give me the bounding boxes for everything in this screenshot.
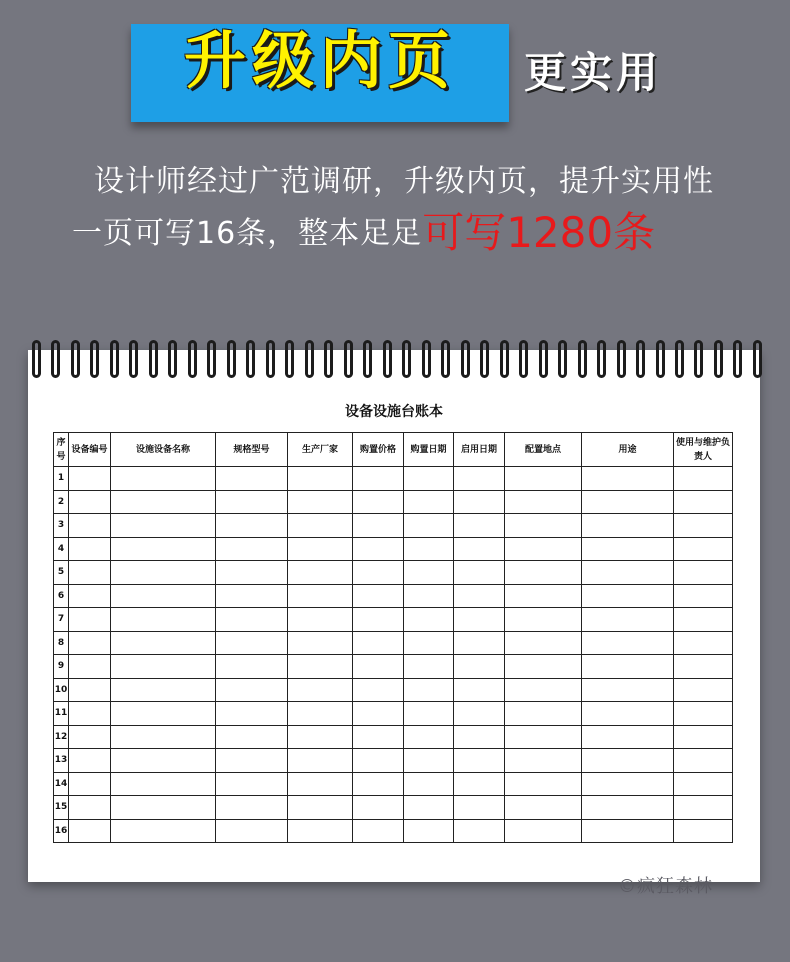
table-cell (582, 796, 674, 820)
table-cell (353, 467, 404, 491)
table-cell (505, 561, 582, 585)
row-number: 5 (54, 561, 69, 585)
table-cell (582, 631, 674, 655)
row-number: 13 (54, 749, 69, 773)
table-cell (69, 819, 111, 843)
table-cell (288, 490, 353, 514)
binding-ring-icon (539, 340, 548, 378)
column-header: 启用日期 (454, 433, 505, 467)
binding-ring-icon (694, 340, 703, 378)
binding-ring-icon (383, 340, 392, 378)
table-cell (111, 467, 216, 491)
table-cell (111, 631, 216, 655)
binding-ring-icon (519, 340, 528, 378)
table-cell (353, 796, 404, 820)
row-number: 15 (54, 796, 69, 820)
table-cell (353, 537, 404, 561)
table-cell (353, 772, 404, 796)
table-row (54, 584, 733, 608)
row-number: 3 (54, 514, 69, 538)
table-cell (505, 678, 582, 702)
table-cell (353, 584, 404, 608)
table-cell (288, 796, 353, 820)
table-cell (216, 514, 288, 538)
table-cell (454, 772, 505, 796)
table-cell (216, 725, 288, 749)
table-cell (288, 702, 353, 726)
table-cell (674, 702, 733, 726)
binding-ring-icon (149, 340, 158, 378)
binding-ring-icon (227, 340, 236, 378)
table-cell (404, 819, 454, 843)
table-cell (288, 819, 353, 843)
table-row (54, 819, 733, 843)
table-cell (404, 467, 454, 491)
row-number: 2 (54, 490, 69, 514)
table-cell (454, 702, 505, 726)
table-cell (69, 749, 111, 773)
binding-ring-icon (422, 340, 431, 378)
table-cell (288, 608, 353, 632)
description-highlight: 可写1280条 (422, 208, 656, 257)
table-cell (582, 584, 674, 608)
table-cell (674, 725, 733, 749)
row-number: 7 (54, 608, 69, 632)
table-cell (674, 584, 733, 608)
table-cell (353, 702, 404, 726)
table-cell (674, 514, 733, 538)
column-header: 购置价格 (353, 433, 404, 467)
binding-ring-icon (402, 340, 411, 378)
table-cell (353, 819, 404, 843)
binding-ring-icon (129, 340, 138, 378)
table-cell (216, 561, 288, 585)
table-row (54, 490, 733, 514)
table-cell (111, 514, 216, 538)
table-cell (404, 772, 454, 796)
table-cell (505, 584, 582, 608)
table-cell (288, 772, 353, 796)
binding-ring-icon (656, 340, 665, 378)
column-header: 序号 (54, 433, 69, 467)
binding-ring-icon (110, 340, 119, 378)
table-cell (582, 514, 674, 538)
binding-ring-icon (636, 340, 645, 378)
table-cell (454, 631, 505, 655)
table-cell (69, 702, 111, 726)
table-cell (216, 678, 288, 702)
table-row (54, 537, 733, 561)
row-number: 12 (54, 725, 69, 749)
table-row (54, 608, 733, 632)
table-cell (674, 678, 733, 702)
table-cell (674, 608, 733, 632)
binding-ring-icon (558, 340, 567, 378)
table-cell (288, 537, 353, 561)
table-cell (454, 561, 505, 585)
column-header: 配置地点 (505, 433, 582, 467)
table-cell (216, 702, 288, 726)
table-cell (69, 561, 111, 585)
table-cell (404, 584, 454, 608)
table-cell (454, 678, 505, 702)
watermark: ©疯狂森林 (618, 876, 713, 897)
table-cell (404, 490, 454, 514)
column-header: 设备编号 (69, 433, 111, 467)
table-cell (404, 796, 454, 820)
table-cell (216, 490, 288, 514)
binding-ring-icon (480, 340, 489, 378)
table-cell (288, 584, 353, 608)
table-row (54, 561, 733, 585)
table-row (54, 749, 733, 773)
table-row (54, 467, 733, 491)
table-row (54, 725, 733, 749)
column-header: 用途 (582, 433, 674, 467)
binding-ring-icon (71, 340, 80, 378)
sheet-title: 设备设施台账本 (345, 404, 443, 420)
table-cell (454, 537, 505, 561)
table-cell (111, 608, 216, 632)
binding-ring-icon (500, 340, 509, 378)
table-cell (69, 772, 111, 796)
table-cell (454, 796, 505, 820)
banner-title: 升级内页 (183, 24, 456, 97)
table-cell (505, 819, 582, 843)
table-cell (404, 537, 454, 561)
table-cell (582, 749, 674, 773)
table-cell (582, 678, 674, 702)
table-cell (404, 725, 454, 749)
table-cell (288, 514, 353, 538)
table-cell (216, 584, 288, 608)
table-cell (111, 819, 216, 843)
table-cell (111, 772, 216, 796)
table-cell (505, 702, 582, 726)
table-cell (69, 514, 111, 538)
table-cell (454, 608, 505, 632)
table-cell (582, 490, 674, 514)
table-cell (69, 490, 111, 514)
table-cell (674, 796, 733, 820)
table-cell (454, 655, 505, 679)
binding-ring-icon (597, 340, 606, 378)
row-number: 6 (54, 584, 69, 608)
table-cell (582, 819, 674, 843)
table-cell (288, 655, 353, 679)
table-cell (454, 490, 505, 514)
table-cell (454, 819, 505, 843)
table-cell (288, 561, 353, 585)
table-cell (111, 749, 216, 773)
table-cell (353, 678, 404, 702)
table-cell (69, 608, 111, 632)
table-cell (69, 678, 111, 702)
table-cell (674, 749, 733, 773)
binding-ring-icon (578, 340, 587, 378)
table-cell (505, 490, 582, 514)
table-cell (404, 631, 454, 655)
binding-ring-icon (714, 340, 723, 378)
row-number: 16 (54, 819, 69, 843)
table-cell (505, 467, 582, 491)
table-cell (353, 725, 404, 749)
table-cell (69, 725, 111, 749)
row-number: 9 (54, 655, 69, 679)
table-row (54, 631, 733, 655)
binding-ring-icon (675, 340, 684, 378)
table-cell (404, 655, 454, 679)
table-cell (111, 655, 216, 679)
table-cell (111, 702, 216, 726)
row-number: 1 (54, 467, 69, 491)
table-cell (353, 514, 404, 538)
table-cell (582, 772, 674, 796)
binding-ring-icon (617, 340, 626, 378)
table-cell (288, 749, 353, 773)
table-cell (454, 725, 505, 749)
spiral-binding (32, 340, 762, 382)
binding-ring-icon (188, 340, 197, 378)
table-cell (216, 631, 288, 655)
table-cell (216, 772, 288, 796)
column-header: 购置日期 (404, 433, 454, 467)
table-row (54, 702, 733, 726)
table-cell (582, 702, 674, 726)
description-line-1: 设计师经过广范调研，升级内页，提升实用性 (94, 164, 714, 199)
table-cell (111, 796, 216, 820)
table-cell (111, 537, 216, 561)
table-cell (353, 655, 404, 679)
table-cell (505, 749, 582, 773)
table-cell (69, 584, 111, 608)
table-cell (69, 655, 111, 679)
table-cell (111, 490, 216, 514)
table-cell (404, 702, 454, 726)
table-cell (288, 725, 353, 749)
row-number: 14 (54, 772, 69, 796)
table-row (54, 772, 733, 796)
column-header: 生产厂家 (288, 433, 353, 467)
table-cell (404, 608, 454, 632)
table-cell (674, 490, 733, 514)
table-cell (353, 631, 404, 655)
banner-subtitle: 更实用 (524, 48, 663, 97)
table-cell (404, 514, 454, 538)
binding-ring-icon (461, 340, 470, 378)
table-cell (505, 514, 582, 538)
row-number: 8 (54, 631, 69, 655)
table-cell (582, 537, 674, 561)
table-cell (505, 796, 582, 820)
table-cell (288, 631, 353, 655)
description-line-2-prefix: 一页可写16条，整本足足 (72, 216, 423, 251)
binding-ring-icon (32, 340, 41, 378)
description-line-2 (72, 200, 655, 260)
table-cell (216, 608, 288, 632)
table-cell (674, 655, 733, 679)
table-cell (69, 631, 111, 655)
table-cell (69, 467, 111, 491)
binding-ring-icon (305, 340, 314, 378)
binding-ring-icon (324, 340, 333, 378)
table-cell (505, 772, 582, 796)
table-cell (216, 467, 288, 491)
row-number: 4 (54, 537, 69, 561)
table-cell (353, 490, 404, 514)
binding-ring-icon (344, 340, 353, 378)
table-cell (674, 631, 733, 655)
column-header: 使用与维护负责人 (674, 433, 733, 467)
table-cell (505, 725, 582, 749)
table-cell (505, 631, 582, 655)
table-cell (582, 467, 674, 491)
binding-ring-icon (285, 340, 294, 378)
table-cell (674, 467, 733, 491)
table-cell (111, 725, 216, 749)
table-cell (353, 561, 404, 585)
table-cell (674, 772, 733, 796)
table-cell (404, 749, 454, 773)
binding-ring-icon (90, 340, 99, 378)
row-number: 10 (54, 678, 69, 702)
table-cell (111, 584, 216, 608)
table-row (54, 514, 733, 538)
binding-ring-icon (168, 340, 177, 378)
table-cell (582, 725, 674, 749)
binding-ring-icon (753, 340, 762, 378)
binding-ring-icon (266, 340, 275, 378)
table-cell (216, 537, 288, 561)
table-cell (674, 819, 733, 843)
table-cell (674, 561, 733, 585)
table-cell (216, 819, 288, 843)
table-cell (582, 655, 674, 679)
table-row (54, 796, 733, 820)
table-cell (288, 467, 353, 491)
table-cell (216, 655, 288, 679)
binding-ring-icon (363, 340, 372, 378)
table-cell (582, 608, 674, 632)
table-header-row (54, 433, 733, 467)
column-header: 设施设备名称 (111, 433, 216, 467)
table-cell (353, 608, 404, 632)
binding-ring-icon (733, 340, 742, 378)
table-cell (674, 537, 733, 561)
table-cell (505, 537, 582, 561)
table-cell (454, 749, 505, 773)
table-cell (111, 678, 216, 702)
table-row (54, 678, 733, 702)
ledger-table (53, 432, 733, 843)
table-cell (454, 584, 505, 608)
binding-ring-icon (207, 340, 216, 378)
table-cell (69, 796, 111, 820)
table-cell (582, 561, 674, 585)
table-cell (454, 467, 505, 491)
table-cell (505, 608, 582, 632)
table-cell (454, 514, 505, 538)
table-cell (404, 678, 454, 702)
table-cell (404, 561, 454, 585)
table-row (54, 655, 733, 679)
table-cell (505, 655, 582, 679)
binding-ring-icon (51, 340, 60, 378)
table-cell (69, 537, 111, 561)
table-cell (216, 796, 288, 820)
table-cell (353, 749, 404, 773)
table-cell (288, 678, 353, 702)
column-header: 规格型号 (216, 433, 288, 467)
table-cell (111, 561, 216, 585)
binding-ring-icon (246, 340, 255, 378)
table-cell (216, 749, 288, 773)
row-number: 11 (54, 702, 69, 726)
binding-ring-icon (441, 340, 450, 378)
